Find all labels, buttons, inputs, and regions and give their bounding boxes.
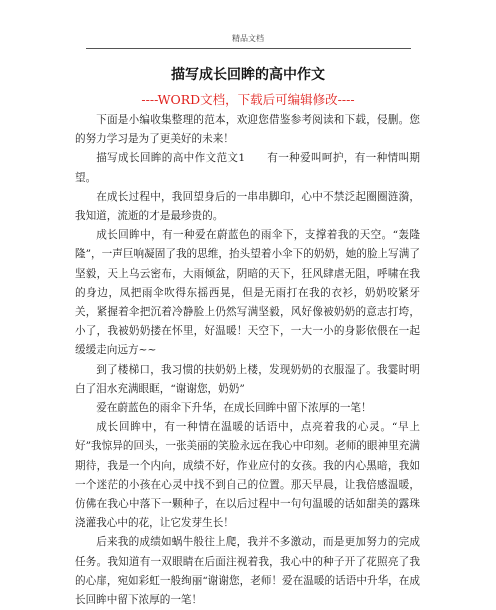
paragraph: 描写成长回眸的高中作文范文1 有一种爱叫呵护，有一种情叫期望。 [75,152,420,184]
paragraph: 在成长过程中，我回望身后的一串串脚印，心中不禁泛起圈圈涟漪，我知道，流逝的才是最珍贵的。 [75,190,420,223]
paragraph: 爱在蔚蓝色的雨伞下升华，在成长回眸中留下浓厚的一笔！ [96,402,372,415]
paragraph-intro: 下面是小编收集整理的范本，欢迎您借鉴参考阅读和下载，侵删。您的努力学习是为了更美好的未来！ [75,114,420,146]
document-body [75,111,420,610]
paragraph: 成长回眸中，有一种爱在蔚蓝色的雨伞下，支撑着我的天空。“轰隆隆”，一声巨响凝固了我的思维，抬头望着小伞下的奶奶，她的脸上写满了坚毅，天上乌云密布，大雨倾盆，阴暗的天下，狂风肆虐无阻，呼啸在我的身边，凤把雨伞吹得东摇西晃，但是无雨打在我的衣衫，奶奶咬紧牙关，紧握着伞把沉着冷静脸上仍然写满坚毅，风好像被奶奶的意志打垮，小了，我被奶奶搂在怀里，好温暖！天空下，一大一小的身影依偎在一起缓缓走向远方~~ [75,229,420,357]
paragraph: 成长回眸中，有一种情在温暖的话语中，点亮着我的心灵。“早上好”我惊异的回头，一张美丽的笑脸永远在我心中印刻。老师的眼神里充满期待，我是一个内向，成绩不好，作业应付的女孩。我的内心黑暗，我如一个迷茫的小孩在心灵中找不到自己的位置。那天早晨，让我倍感温暖，仿佛在我心中落下一颗种子，在以后过程中一句句温暖的话如甜美的露珠浇灌我心中的花，让它发芽生长！ [75,421,420,530]
paragraph: 到了楼梯口，我习惯的扶奶奶上楼，发现奶奶的衣服湿了。我霎时明白了泪水充满眼眶，“谢谢您，奶奶” [75,363,420,395]
header-divider [86,48,411,49]
document-title: 描写成长回眸的高中作文 [171,67,325,83]
page-header-label: 精品文档 [232,34,264,43]
download-notice: ----WORD文档，下载后可编辑修改---- [141,92,355,107]
paragraph: 后来我的成绩如蜗牛般往上爬，我并不多激动，而是更加努力的完成任务。我知道有一双眼睛在后面注视着我，我心中的种子开了花照亮了我的心扉，宛如彩虹一般绚丽“谢谢您，老师！爱在温暖的话语中升华，在成长回眸中留下浓厚的一笔！ [75,536,420,607]
